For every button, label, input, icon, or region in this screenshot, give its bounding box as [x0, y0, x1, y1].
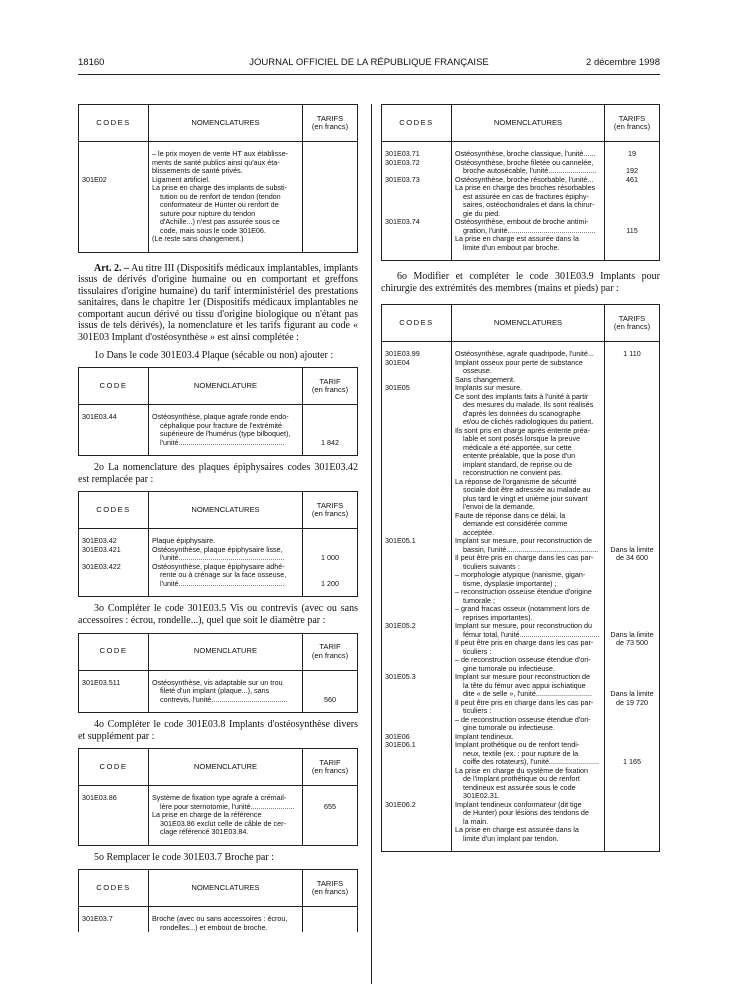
article-2-paragraph: [78, 263, 358, 344]
nomenclature-table: [78, 633, 358, 714]
description-line: plus tard le vingt et unième jour suivant: [463, 494, 588, 503]
table-row: [382, 218, 660, 252]
description-line: Ostéosynthèse, broche résorbable, l'unité...: [455, 175, 594, 184]
instruction-1: 1o Dans le code 301E03.4 Plaque (sécable ou non) ajouter :: [94, 349, 334, 361]
table-row: [382, 176, 660, 219]
description-line: rondelles...) et embout de broche.: [160, 923, 268, 932]
table-row: [382, 350, 660, 359]
table-row: [79, 794, 358, 837]
row-description: [452, 733, 605, 742]
description-line: Ostéosynthèse, agrafe quadripode, l'unité...: [455, 350, 594, 359]
description-line: Ostéosynthèse, plaque agrafe ronde endo-: [152, 413, 289, 422]
row-code: 301E03.99: [382, 350, 452, 359]
row-code: 301E06: [382, 733, 452, 742]
nomenclature-table: [78, 367, 358, 456]
row-tarif: [605, 801, 660, 844]
description-line: Système de fixation type agrafe à crémail-: [152, 794, 287, 803]
description-line: Ostéosynthèse, plaque épiphysaire adhé-: [152, 562, 285, 571]
row-code: 301E03.421: [79, 546, 149, 563]
row-tarif: [303, 537, 358, 546]
description-line: gine tumorale ou infectieuse.: [463, 724, 555, 733]
nomenclature-table: [381, 304, 660, 852]
description-line: suture pour rupture du tendon: [160, 209, 256, 218]
table-row: [79, 679, 358, 705]
header-nomenclature: NOMENCLATURE: [149, 368, 303, 405]
header-nomenclature: NOMENCLATURE: [149, 749, 303, 786]
description-line: l'unité.....................................................: [160, 438, 285, 447]
description-line: tution ou de renfort de tendon (tendon: [160, 192, 281, 201]
description-line: Ostéosynthèse, vis adaptable sur un trou: [152, 678, 283, 687]
description-line: Implant prothétique ou de renfort tendi-: [455, 741, 580, 750]
header-tarif: [303, 870, 358, 907]
page-header: [78, 57, 660, 71]
column-separator: [371, 104, 372, 984]
description-line: – de reconstruction osseuse étendue d'ori-: [455, 715, 591, 724]
row-code: 301E03.422: [79, 563, 149, 589]
row-code: 301E02: [79, 176, 149, 244]
row-description: [452, 622, 605, 673]
table-row: [79, 413, 358, 447]
description-line: fémur total, l'unité........................................: [463, 630, 600, 639]
header-code: CODES: [382, 105, 452, 142]
description-line: des mesures du malade. Ils sont réalisés: [463, 401, 594, 410]
row-tarif: 192: [605, 159, 660, 176]
left-column: [78, 104, 358, 932]
description-line: d'après les données du scanographe: [463, 409, 581, 418]
description-line: et/ou de clichés radiologiques du patient.: [463, 418, 594, 427]
header-code: CODE: [79, 749, 149, 786]
description-line: Implants sur mesure.: [455, 384, 523, 393]
description-line: coiffe des rotateurs), l'unité.........................: [463, 758, 599, 767]
description-line: de l'implant prothétique ou de renfort: [463, 775, 580, 784]
description-line: Ils sont pris en charge après entente préa-: [455, 426, 591, 435]
header-tarif-line: TARIF: [319, 643, 341, 652]
nomenclature-table: [78, 491, 358, 597]
table6: [78, 869, 358, 932]
row-code: 301E05.2: [382, 622, 452, 673]
description-line: La réponse de l'organisme de sécurité: [455, 477, 577, 486]
table-row: [382, 622, 660, 673]
description-line: Implant sur mesure, pour reconstruction du: [455, 622, 593, 631]
description-line: Implant osseux pour perte de substance: [455, 358, 583, 367]
description-line: limite d'un embout par broche.: [463, 243, 560, 252]
header-nomenclature: NOMENCLATURES: [149, 492, 303, 529]
row-description: [149, 679, 303, 705]
description-line: Implant tendineux.: [455, 732, 514, 741]
description-line: lère pour sternotomie, l'unité......................: [160, 802, 295, 811]
row-tarif: [605, 359, 660, 385]
row-tarif: 655: [303, 794, 358, 837]
nomenclature-table: [78, 869, 358, 932]
page-number: 18160: [78, 57, 105, 68]
row-description: [149, 413, 303, 447]
table3: [78, 491, 358, 597]
description-line: – grand fracas osseux (notamment lors de: [455, 605, 590, 614]
description-line: – le prix moyen de vente HT aux établisse-: [152, 150, 289, 158]
description-line: d'Achille...) n'est pas assurée sous ce: [160, 218, 280, 226]
table-row: [382, 537, 660, 622]
description-line: conformateur de Hunter ou renfort de: [160, 201, 279, 209]
header-nomenclature: NOMENCLATURE: [149, 633, 303, 670]
row-code: 301E03.86: [79, 794, 149, 837]
description-line: La prise en charge est assurée dans la: [455, 235, 579, 243]
description-line: médicale a été apportée, sur cette: [463, 443, 572, 452]
header-tarif-line: TARIFS: [618, 114, 646, 123]
description-line: l'unité.....................................................: [160, 554, 285, 563]
description-line: Plaque épiphysaire.: [152, 537, 216, 546]
table-row: [79, 563, 358, 589]
description-line: reprises importantes).: [463, 613, 533, 622]
table-row: [382, 359, 660, 385]
description-line: La prise en charge est assurée dans la: [455, 826, 579, 835]
header-tarif-line: TARIFS: [316, 114, 344, 123]
description-line: – reconstruction osseuse étendue d'origine: [455, 588, 592, 597]
description-line: Ligament artificiel.: [152, 175, 210, 184]
row-description: [149, 150, 303, 176]
row-code: [79, 150, 149, 176]
header-tarif: [303, 105, 358, 142]
row-tarif: 1 165: [605, 741, 660, 801]
header-code: CODES: [79, 492, 149, 529]
table4: [78, 633, 358, 714]
header-tarif-unit: (en francs): [311, 386, 349, 395]
description-line: blissements de santé privés.: [152, 167, 243, 175]
description-line: tendineux est assurée sous le code: [463, 783, 576, 792]
row-description: [149, 915, 303, 932]
table7: [381, 104, 660, 261]
row-tarif: [303, 150, 358, 176]
description-line: neux, textile (ex. : pour rupture de la: [463, 749, 579, 758]
description-line: ticuliers :: [463, 647, 492, 656]
header-tarif: [303, 633, 358, 670]
table8: [381, 304, 660, 852]
article-text: Au titre III (Dispositifs médicaux implantables, implants issus de dérivés d'origine humaine ou en comportant et greffons tissulaires d'origine humaine) du tarif interministériel des prestations sanitaires, dans le chapitre 1er (Dispositifs médicaux implantables ne comportant aucun dérivé ou tissu d'origine biologique ou n'étant pas issus de tels dérivés), la nomenclature et les tarifs figurant au code « 301E03 Implant d'ostéosynthèse » est ainsi complétée :: [78, 262, 358, 344]
description-line: sociale doit être adressée au malade au: [463, 486, 591, 495]
issue-date: 2 décembre 1998: [586, 57, 660, 68]
header-tarif-line: TARIFS: [618, 314, 646, 323]
table-row: [79, 176, 358, 244]
description-line: dite « de selle », l'unité............................: [463, 690, 592, 699]
table-row: [382, 673, 660, 733]
right-column: [381, 104, 660, 852]
row-description: [149, 794, 303, 837]
description-line: osseuse.: [463, 367, 492, 376]
row-code: 301E03.7: [79, 915, 149, 932]
table-row: [79, 915, 358, 932]
description-line: rente ou à crénage sur la face osseuse,: [160, 571, 287, 580]
table-row: [79, 546, 358, 563]
row-description: [452, 801, 605, 844]
description-line: Il peut être pris en charge dans les cas par-: [455, 639, 594, 648]
row-tarif: 560: [303, 679, 358, 705]
description-line: Implant sur mesure, pour reconstruction de: [455, 537, 593, 546]
description-line: gie du pied.: [463, 209, 501, 218]
nomenclature-table: [78, 104, 358, 253]
row-tarif: 461: [605, 176, 660, 219]
row-code: 301E03.511: [79, 679, 149, 705]
description-line: – morphologie atypique (nanisme, gigan-: [455, 571, 586, 580]
description-line: ticuliers suivants :: [463, 562, 520, 571]
description-line: broche autosécable, l'unité........................: [463, 167, 597, 175]
row-description: [149, 563, 303, 589]
row-description: [452, 159, 605, 176]
row-description: [452, 537, 605, 622]
row-description: [149, 176, 303, 244]
row-tarif: [605, 384, 660, 537]
description-line: – de reconstruction osseuse étendue d'ori-: [455, 656, 591, 665]
description-line: la tête du fémur avec appui ischiatique: [463, 681, 586, 690]
row-code: 301E03.73: [382, 176, 452, 219]
instruction-3: 3o Compléter le code 301E03.5 Vis ou contrevis (avec ou sans accessoires : écrou, rondelle...), quel que soit le diamètre par :: [78, 603, 358, 627]
row-code: 301E05.3: [382, 673, 452, 733]
description-line: limite d'un implant par tendon.: [463, 834, 559, 843]
header-code: CODES: [79, 870, 149, 907]
nomenclature-table: [381, 104, 660, 261]
description-line: Implant tendineux conformateur (dit tige: [455, 800, 582, 809]
description-line: Ce sont des implants faits à l'unité à partir: [455, 392, 589, 401]
description-line: fileté d'un implant (plaque...), sans: [160, 687, 270, 696]
description-line: clage référencé 301E03.84.: [160, 828, 249, 837]
row-description: [149, 546, 303, 563]
header-nomenclature: NOMENCLATURES: [149, 870, 303, 907]
description-line: l'unité.....................................................: [160, 579, 285, 588]
instruction-2: 2o La nomenclature des plaques épiphysaires codes 301E03.42 est remplacée par :: [78, 462, 358, 485]
description-line: tumorale ;: [463, 596, 495, 605]
header-tarif-unit: (en francs): [613, 123, 651, 131]
description-line: Ostéosynthèse, plaque épiphysaire lisse,: [152, 545, 283, 554]
row-code: 301E03.72: [382, 159, 452, 176]
header-nomenclature: NOMENCLATURES: [452, 105, 605, 142]
row-code: 301E05: [382, 384, 452, 537]
description-line: acceptée.: [463, 528, 495, 537]
description-line: code, mais sous le code 301E06.: [160, 226, 266, 235]
table1: [78, 104, 358, 253]
description-line: Implant sur mesure pour reconstruction de: [455, 673, 591, 682]
description-line: bassin, l'unité..............................................: [463, 545, 599, 554]
header-code: CODE: [79, 633, 149, 670]
description-line: Sans changement.: [455, 375, 515, 384]
header-tarif-line: TARIFS: [316, 879, 344, 888]
header-tarif: [303, 492, 358, 529]
header-tarif-line: TARIF: [319, 758, 341, 767]
description-line: entente préalable, que la pose d'un: [463, 452, 576, 461]
row-description: [452, 150, 605, 159]
row-code: 301E06.2: [382, 801, 452, 844]
description-line: (Le reste sans changement.): [152, 235, 244, 243]
header-code: CODES: [382, 305, 452, 342]
row-description: [452, 673, 605, 733]
row-tarif: Dans la limite de 19 720: [605, 673, 660, 733]
header-code: CODE: [79, 368, 149, 405]
description-line: lable et sont posés lorsque la preuve: [463, 435, 581, 444]
description-line: l'envoi de la demande.: [463, 503, 535, 512]
header-tarif-line: TARIF: [319, 377, 341, 386]
table-row: [382, 801, 660, 844]
row-code: 301E03.44: [79, 413, 149, 447]
description-line: Faute de réponse dans ce délai, la: [455, 511, 566, 520]
header-tarif: [605, 305, 660, 342]
description-line: gration, l'unité............................................: [463, 226, 596, 235]
header-rule: [78, 74, 660, 75]
instruction-5: 5o Remplacer le code 301E03.7 Broche par :: [94, 851, 274, 863]
header-tarif-line: TARIFS: [316, 501, 344, 510]
row-description: [452, 350, 605, 359]
description-line: Broche (avec ou sans accessoires : écrou,: [152, 915, 288, 924]
description-line: Il peut être pris en charge dans les cas par-: [455, 554, 594, 563]
description-line: La prise en charge des implants de substi-: [152, 184, 288, 192]
description-line: Ostéosynthèse, broche classique, l'unité......: [455, 150, 596, 158]
row-description: [452, 741, 605, 801]
nomenclature-table: [78, 748, 358, 846]
description-line: 301E02.31.: [463, 792, 500, 801]
header-tarif: [303, 368, 358, 405]
row-code: 301E03.71: [382, 150, 452, 159]
row-tarif: Dans la limite de 34 600: [605, 537, 660, 622]
row-code: 301E06.1: [382, 741, 452, 801]
row-tarif: 19: [605, 150, 660, 159]
description-line: La prise en charge de la référence: [152, 811, 262, 820]
row-description: [452, 218, 605, 252]
description-line: supérieure de l'humérus (type bilboquet),: [160, 430, 291, 439]
row-description: [149, 537, 303, 546]
header-nomenclature: NOMENCLATURES: [452, 305, 605, 342]
row-tarif: 1 000: [303, 546, 358, 563]
instruction-4: 4o Compléter le code 301E03.8 Implants d'ostéosynthèse divers et supplément par :: [78, 719, 358, 742]
row-code: 301E03.74: [382, 218, 452, 252]
description-line: gine tumorale ou infectieuse.: [463, 664, 555, 673]
header-tarif: [303, 749, 358, 786]
row-description: [452, 359, 605, 385]
row-tarif: [605, 733, 660, 742]
row-code: 301E03.42: [79, 537, 149, 546]
description-line: La prise en charge du système de fixation: [455, 766, 589, 775]
description-line: tisme, dysplasie importante) ;: [463, 579, 557, 588]
description-line: ticuliers :: [463, 707, 492, 716]
row-description: [452, 384, 605, 537]
header-tarif-unit: (en francs): [613, 323, 651, 332]
header-tarif: [605, 105, 660, 142]
table-row: [382, 384, 660, 537]
description-line: contrevis, l'unité......................................: [160, 695, 288, 704]
instruction-6: 6o Modifier et compléter le code 301E03.9 Implants pour chirurgie des extrémités des membres (mains et pieds) par :: [381, 271, 660, 294]
description-line: céphalique pour fracture de l'extrémité: [160, 421, 283, 430]
header-code: CODES: [79, 105, 149, 142]
row-tarif: [303, 915, 358, 932]
description-line: La prise en charge des broches résorbables: [455, 184, 596, 192]
row-tarif: 1 110: [605, 350, 660, 359]
header-tarif-unit: (en francs): [311, 651, 349, 660]
table5: [78, 748, 358, 846]
header-tarif-unit: (en francs): [311, 510, 349, 519]
description-line: demande est considérée comme: [463, 520, 568, 529]
table-row: [382, 733, 660, 742]
description-line: 301E03.86 exclut celle de câble de cer-: [160, 819, 286, 828]
table2: [78, 367, 358, 456]
table-row: [79, 150, 358, 176]
table-row: [382, 150, 660, 159]
description-line: la main.: [463, 817, 489, 826]
row-tarif: 1 200: [303, 563, 358, 589]
table-row: [382, 159, 660, 176]
description-line: saires, ostéochondrales et dans la chirur-: [463, 201, 595, 209]
description-line: Ostéosynthèse, broche filetée ou cannelée,: [455, 158, 594, 167]
description-line: reconstruction ne convient pas.: [463, 469, 563, 478]
row-tarif: 1 842: [303, 413, 358, 447]
journal-title: JOURNAL OFFICIEL DE LA RÉPUBLIQUE FRANÇAISE: [249, 57, 489, 68]
header-tarif-unit: (en francs): [311, 123, 349, 131]
row-description: [452, 176, 605, 219]
table-row: [382, 741, 660, 801]
description-line: Ostéosynthèse, embout de broche antimi-: [455, 218, 589, 226]
description-line: de Hunter) pour lésions des tendons de: [463, 809, 589, 818]
description-line: est assurée en cas de fractures épiphy-: [463, 192, 589, 201]
row-tarif: [303, 176, 358, 244]
row-tarif: 115: [605, 218, 660, 252]
description-line: ments de santé publics ainsi qu'aux éta-: [152, 158, 280, 167]
description-line: Il peut être pris en charge dans les cas par-: [455, 698, 594, 707]
row-code: 301E04: [382, 359, 452, 385]
header-nomenclature: NOMENCLATURES: [149, 105, 303, 142]
header-tarif-unit: (en francs): [311, 888, 349, 897]
row-tarif: Dans la limite de 73 500: [605, 622, 660, 673]
article-label: Art. 2. –: [94, 262, 130, 274]
description-line: implant standard, de reprise ou de: [463, 460, 573, 469]
header-tarif-unit: (en francs): [311, 767, 349, 776]
row-code: 301E05.1: [382, 537, 452, 622]
